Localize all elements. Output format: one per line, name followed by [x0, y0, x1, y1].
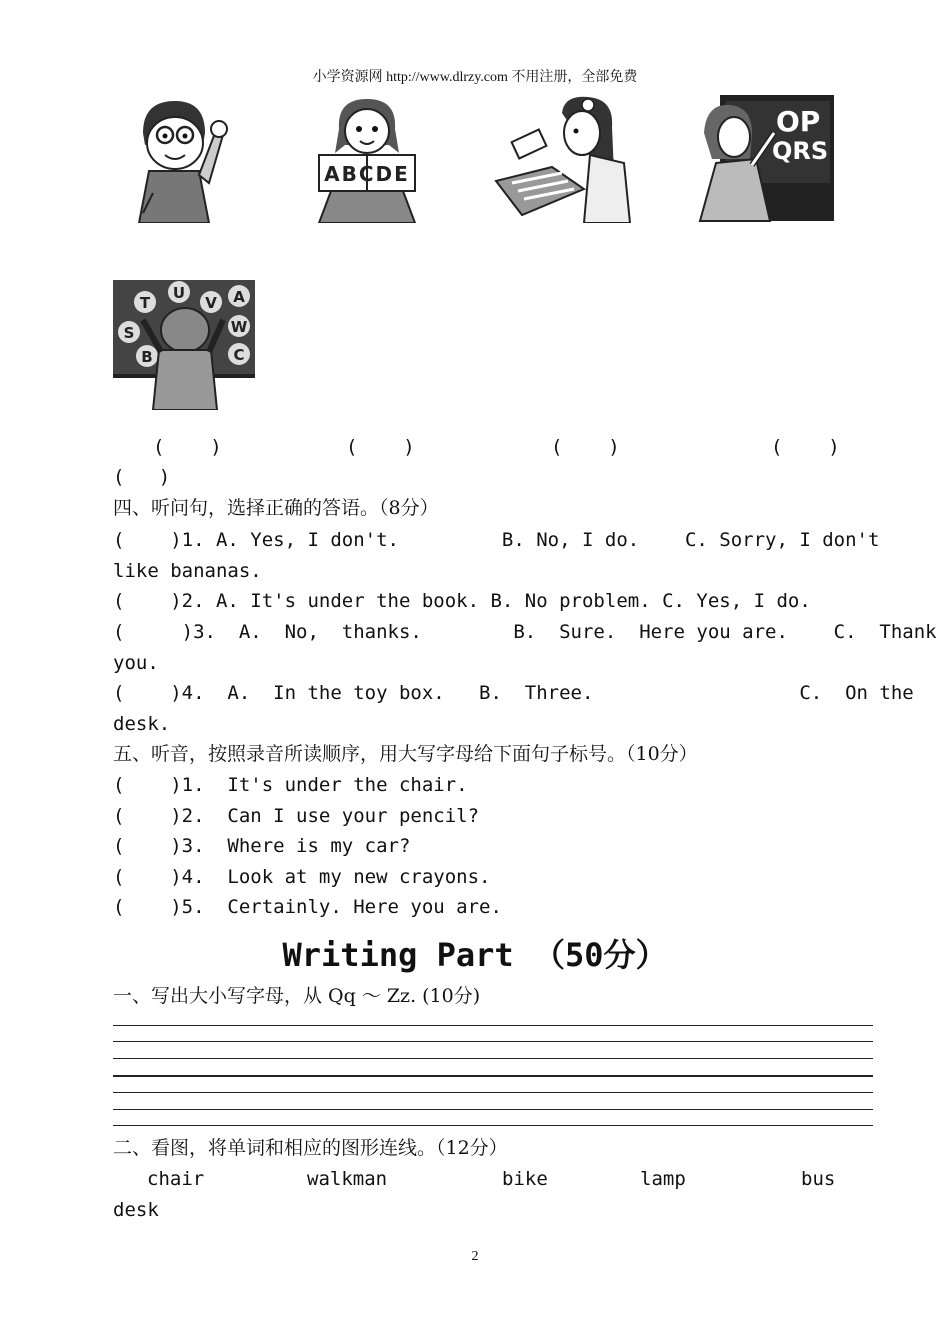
svg-text:S: S [123, 324, 135, 342]
picture-answer-blank-5[interactable]: ( ) [113, 466, 171, 488]
svg-text:A: A [233, 288, 245, 306]
section5-line-3: ( )3. Where is my car? [113, 835, 411, 857]
writing-part-heading: Writing Part （50分） [282, 936, 668, 974]
section4-line-3: ( )2. A. It's under the book. B. No problem. C. Yes, I do. [113, 590, 811, 612]
section5-line-4: ( )4. Look at my new crayons. [113, 866, 491, 888]
word-chair: chair [147, 1168, 205, 1190]
picture-answer-blank-4[interactable]: ( ) [771, 436, 840, 458]
boy-at-alphabet-board-picture [113, 280, 255, 410]
writing-guide-line [113, 1075, 873, 1077]
picture-answer-blank-1[interactable]: ( ) [153, 436, 222, 458]
abc-book-letters: ABCDE [324, 162, 410, 186]
writing1-title: 一、写出大小写字母，从 Qq ～ Zz. (10分) [113, 985, 481, 1007]
boy-with-glasses-picture [113, 93, 235, 223]
girl-at-board-opqrs-picture [696, 93, 836, 223]
writing-guide-line [113, 1092, 873, 1093]
section4-line-1: ( )1. A. Yes, I don't. B. No, I do. C. Sorry, I don't [113, 529, 880, 551]
section4-line-5: you. [113, 652, 159, 674]
page-header: 小学资源网 http://www.dlrzy.com 不用注册，全部免费 [312, 70, 638, 85]
section5-line-2: ( )2. Can I use your pencil? [113, 805, 480, 827]
svg-text:U: U [172, 284, 186, 302]
board-letters-top: OP [776, 105, 821, 138]
svg-text:T: T [139, 294, 151, 312]
board-letters-bottom: QRS [772, 137, 829, 165]
girl-with-abc-book-picture [303, 93, 431, 223]
word-bus: bus [801, 1168, 836, 1190]
writing2-title: 二、看图，将单词和相应的图形连线。（12分） [113, 1137, 508, 1159]
section5-line-5: ( )5. Certainly. Here you are. [113, 896, 502, 918]
svg-text:V: V [205, 294, 217, 312]
word-bike: bike [502, 1168, 548, 1190]
section4-line-6: ( )4. A. In the toy box. B. Three. C. On the [113, 682, 914, 704]
section4-line-2: like bananas. [113, 560, 262, 582]
writing-guide-line [113, 1109, 873, 1110]
writing-guide-line [113, 1025, 873, 1026]
section5-line-1: ( )1. It's under the chair. [113, 774, 468, 796]
picture-answer-blank-2[interactable]: ( ) [346, 436, 415, 458]
section4-title: 四、听问句，选择正确的答语。（8分） [113, 497, 439, 519]
picture-answer-blank-3[interactable]: ( ) [551, 436, 620, 458]
svg-text:B: B [141, 348, 153, 366]
svg-text:W: W [230, 318, 248, 336]
svg-text:C: C [233, 346, 245, 364]
word-walkman: walkman [307, 1168, 388, 1190]
word-desk: desk [113, 1199, 159, 1221]
section4-line-4: ( )3. A. No, thanks. B. Sure. Here you are. C. Thank [113, 621, 937, 643]
page-number: 2 [471, 1249, 479, 1264]
writing-guide-line [113, 1125, 873, 1126]
writing-guide-line [113, 1041, 873, 1042]
girl-with-pencil-box-picture [492, 93, 632, 223]
section4-line-7: desk. [113, 713, 171, 735]
writing-guide-line [113, 1058, 873, 1059]
section5-title: 五、听音，按照录音所读顺序，用大写字母给下面句子标号。（10分） [113, 743, 698, 765]
word-lamp: lamp [640, 1168, 686, 1190]
